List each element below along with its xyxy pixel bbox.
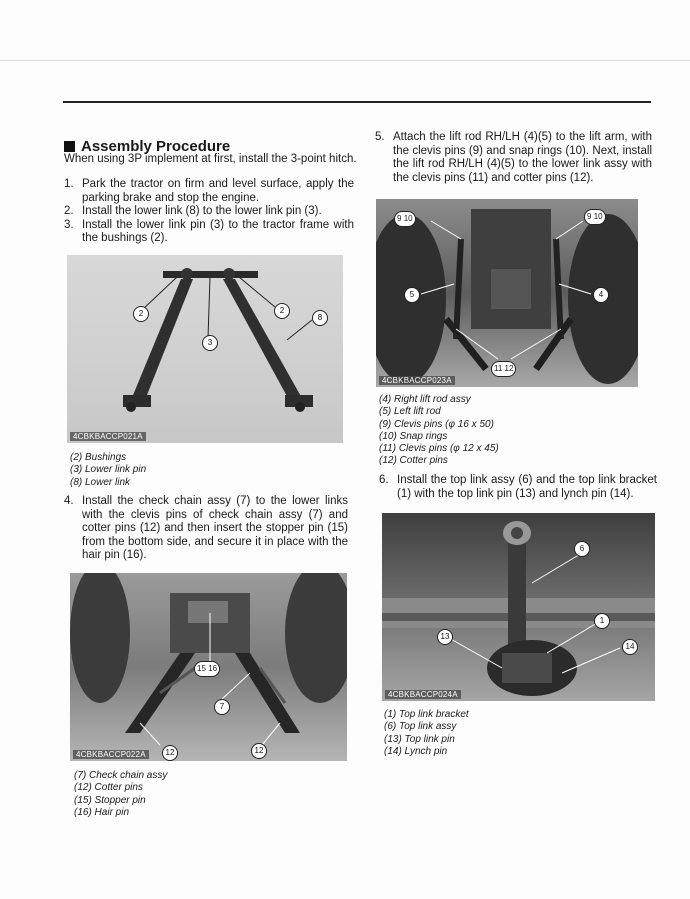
- step-6: 6. Install the top link assy (6) and the top link bracket (1) with the top link pin (13) and lynch pin (14).: [379, 474, 657, 500]
- caption-fig1: (2) Bushings (3) Lower link pin (8) Lower link: [70, 452, 147, 488]
- figure-code: 4CBKBACCP023A: [379, 376, 455, 385]
- figure-top-link: [382, 513, 655, 701]
- figure-code: 4CBKBACCP022A: [73, 750, 149, 759]
- figure-code: 4CBKBACCP024A: [385, 690, 461, 699]
- section-title: Assembly Procedure: [81, 138, 231, 155]
- step-4: 4. Install the check chain assy (7) to the lower links with the clevis pins of check chain assy (7) and cotter pins (12) and then insert the stopper pin (15) from the bottom side, and secure it in place with the hair pin (16).: [64, 495, 348, 561]
- callout-2-right: 2: [274, 303, 290, 319]
- square-bullet-icon: [64, 141, 75, 152]
- callout-8: 8: [312, 310, 328, 326]
- top-link-illustration: [382, 513, 655, 701]
- figure-check-chain: [70, 573, 347, 761]
- step-5: 5. Attach the lift rod RH/LH (4)(5) to the lift arm, with the clevis pins (9) and snap rings (10). Next, install the lift rod RH/LH (4)(5) to the lower link assy with the clevis pins (11) and cotter pins (12).: [375, 131, 652, 184]
- figure-code: 4CBKBACCP021A: [70, 432, 146, 441]
- callout-9-10-right: 9 10: [584, 209, 606, 225]
- callout-15-16: 15 16: [194, 661, 220, 677]
- step-2: 2. Install the lower link (8) to the lower link pin (3).: [64, 205, 322, 217]
- figure-lower-links: [67, 255, 343, 443]
- steps-list-left: [64, 176, 354, 246]
- callout-7: 7: [214, 699, 230, 715]
- step-3: 3. Install the lower link pin (3) to the tractor frame with the bushings (2).: [64, 218, 354, 244]
- scan-edge: [0, 60, 690, 61]
- figure-lift-rods: [376, 199, 638, 387]
- callout-12-right: 12: [251, 743, 267, 759]
- callout-13: 13: [437, 629, 453, 645]
- caption-fig4: (1) Top link bracket (6) Top link assy (13) Top link pin (14) Lynch pin: [384, 709, 469, 757]
- header-rule: [63, 101, 651, 103]
- step-5-block: [375, 131, 652, 185]
- callout-6: 6: [574, 541, 590, 557]
- intro-text: When using 3P implement at first, install the 3-point hitch.: [64, 153, 357, 165]
- step-6-block: [379, 474, 657, 501]
- callout-3: 3: [202, 335, 218, 351]
- caption-fig2: (7) Check chain assy (12) Cotter pins (15) Stopper pin (16) Hair pin: [74, 770, 168, 818]
- callout-5: 5: [404, 287, 420, 303]
- callout-2-left: 2: [133, 306, 149, 322]
- callout-14: 14: [622, 639, 638, 655]
- step-4-block: [64, 495, 348, 563]
- caption-fig3: (4) Right lift rod assy (5) Left lift rod (9) Clevis pins (φ 16 x 50) (10) Snap rings (11) Clevis pins (φ 12 x 45) (12) Cotter pins: [379, 394, 499, 467]
- step-1: 1. Park the tractor on firm and level surface, apply the parking brake and stop the engine.: [64, 178, 354, 204]
- callout-12-left: 12: [162, 745, 178, 761]
- callout-11-12: 11 12: [491, 361, 516, 377]
- callout-9-10-left: 9 10: [394, 211, 416, 227]
- callout-4: 4: [593, 287, 609, 303]
- callout-1: 1: [594, 613, 610, 629]
